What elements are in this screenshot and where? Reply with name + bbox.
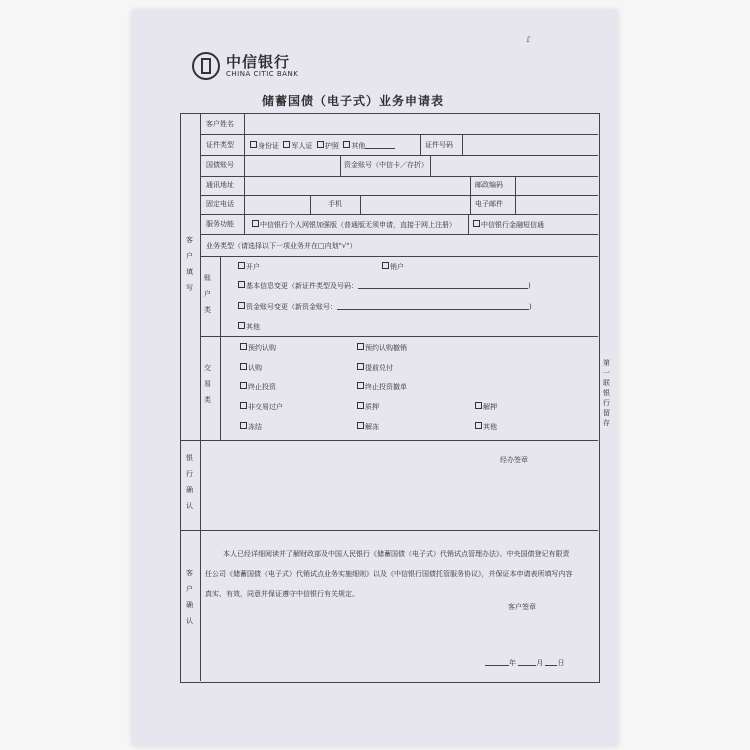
checkbox-other-id[interactable] — [343, 141, 350, 148]
label-email: 电子邮件 — [475, 200, 503, 208]
checkbox-info-change[interactable] — [238, 281, 245, 288]
paren-1: ) — [528, 282, 531, 290]
checkbox-sms[interactable] — [473, 220, 480, 227]
bank-name-cn: 中信银行 — [226, 52, 291, 71]
checkbox-military[interactable] — [283, 141, 290, 148]
option-other-account: 其他 — [246, 323, 260, 331]
option-passport: 护照 — [324, 142, 339, 150]
option-sms: 中信银行金融短信通 — [481, 221, 544, 229]
label-trade-class: 交易类 — [204, 364, 211, 404]
citic-logo-icon — [192, 52, 220, 80]
option-close-account: 销户 — [390, 263, 404, 271]
checkbox-other-trade[interactable] — [475, 422, 482, 429]
label-postcode: 邮政编码 — [475, 181, 503, 189]
checkbox-pledge[interactable] — [357, 402, 364, 409]
label-id-type: 证件类型 — [206, 141, 234, 149]
declaration-line-1: 本人已经详细阅读并了解财政部及中国人民银行《储蓄国债（电子式）代销试点管理办法》、中央国债登记有限责 — [223, 550, 570, 558]
option-ebank: 中信银行个人网银加强版（普通版无须申请，直接于网上注册） — [260, 221, 456, 229]
declaration-line-2: 任公司《储蓄国债（电子式）代销试点业务实施细则》以及《中信银行国债托管服务协议》，并保证本申请表所填写内容 — [205, 570, 573, 578]
date-month-label: 月 — [536, 659, 544, 667]
checkbox-passport[interactable] — [317, 141, 324, 148]
date-year-label: 年 — [509, 659, 516, 667]
label-customer-confirm: 客户确认 — [186, 569, 193, 625]
label-id-number: 证件号码 — [425, 141, 453, 149]
copy-note: 第一联 银行留存 — [603, 359, 610, 427]
checkbox-pre-subscribe-cancel[interactable] — [357, 343, 364, 350]
label-bond-account: 国债账号 — [206, 161, 234, 169]
option-other-id: 其他 — [351, 142, 366, 150]
date-field[interactable] — [485, 657, 564, 668]
option-pre-subscribe: 预约认购 — [248, 344, 276, 352]
checkbox-subscribe[interactable] — [240, 363, 247, 370]
option-unfreeze: 解冻 — [365, 423, 379, 431]
checkbox-id-card[interactable] — [250, 141, 257, 148]
checkbox-stop-invest-cancel[interactable] — [357, 382, 364, 389]
option-freeze: 冻结 — [248, 423, 262, 431]
option-pledge: 质押 — [365, 403, 379, 411]
option-stop-invest-cancel: 终止投资撤单 — [365, 383, 407, 391]
pencil-mark: ɾ — [526, 34, 532, 45]
label-account-class: 账户类 — [204, 274, 211, 314]
checkbox-ebank[interactable] — [252, 220, 259, 227]
option-stop-invest: 终止投资 — [248, 383, 276, 391]
label-bank-confirm: 银行确认 — [186, 454, 193, 510]
checkbox-early-redeem[interactable] — [357, 363, 364, 370]
checkbox-stop-invest[interactable] — [240, 382, 247, 389]
checkbox-unfreeze[interactable] — [357, 422, 364, 429]
option-id-card: 身份证 — [258, 142, 279, 150]
section-customer-fill: 客户填写 — [186, 236, 193, 292]
label-address: 通讯地址 — [206, 181, 234, 189]
customer-signature-label: 客户签章 — [508, 603, 536, 611]
business-type-heading: 业务类型（请选择以下一项业务并在□内划"√"） — [206, 242, 357, 250]
option-other-trade: 其他 — [483, 423, 497, 431]
label-landline: 固定电话 — [206, 200, 234, 208]
option-release-pledge: 解押 — [483, 403, 497, 411]
bank-signature-label: 经办签章 — [500, 456, 528, 464]
option-military: 军人证 — [291, 142, 313, 150]
declaration-line-3: 真实、有效，同意并保证遵守中信银行有关规定。 — [205, 590, 359, 598]
checkbox-non-trade-transfer[interactable] — [240, 402, 247, 409]
form-title: 储蓄国债（电子式）业务申请表 — [262, 94, 445, 108]
option-info-change: 基本信息变更（新证件类型及号码： — [246, 282, 358, 290]
checkbox-open-account[interactable] — [238, 262, 245, 269]
label-service: 服务功能 — [206, 220, 234, 228]
option-open-account: 开户 — [246, 263, 260, 271]
checkbox-release-pledge[interactable] — [475, 402, 482, 409]
option-pre-subscribe-cancel: 预约认购撤销 — [365, 344, 407, 352]
checkbox-other-account[interactable] — [238, 322, 245, 329]
checkbox-pre-subscribe[interactable] — [240, 343, 247, 350]
bank-name-en: CHINA CITIC BANK — [226, 69, 299, 78]
label-mobile: 手机 — [328, 200, 342, 208]
declaration-text — [205, 544, 590, 604]
date-day-label: 日 — [557, 659, 565, 667]
checkbox-close-account[interactable] — [382, 262, 389, 269]
option-early-redeem: 提前兑付 — [365, 364, 393, 372]
label-fund-account: 资金账号（中信卡／存折） — [344, 161, 428, 169]
bank-logo — [192, 52, 298, 80]
paren-2: ) — [529, 303, 532, 311]
label-customer-name: 客户姓名 — [206, 120, 234, 128]
option-account-change: 资金账号变更（新资金账号： — [246, 303, 337, 311]
checkbox-freeze[interactable] — [240, 422, 247, 429]
checkbox-account-change[interactable] — [238, 302, 245, 309]
option-subscribe: 认购 — [248, 364, 262, 372]
option-non-trade-transfer: 非交易过户 — [248, 403, 283, 411]
